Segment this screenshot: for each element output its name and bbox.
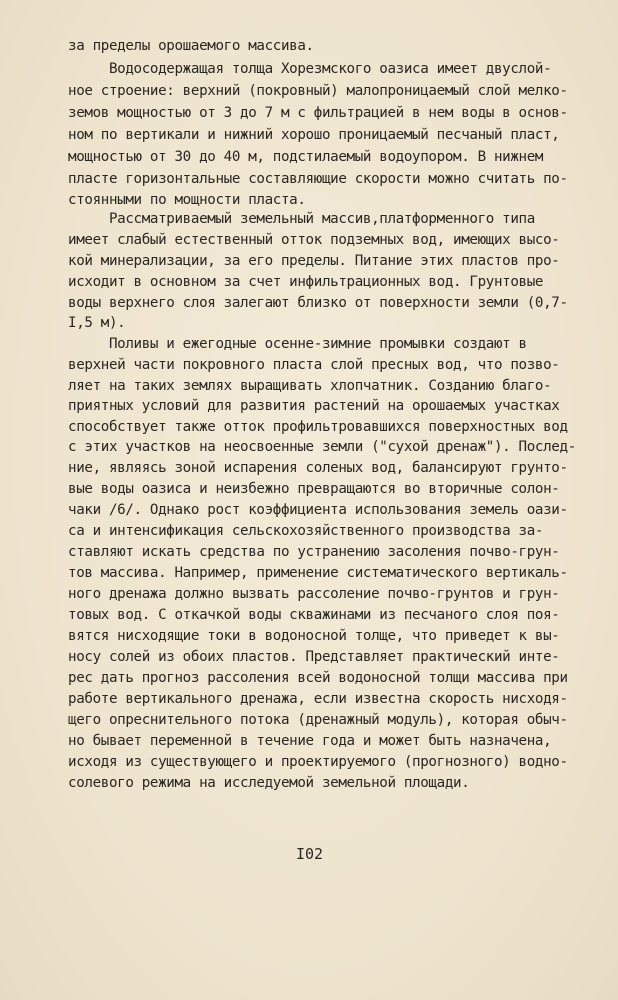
text-line: рес дать прогноз рассоления всей водоносной толщи массива при: [68, 670, 568, 686]
text-line: ном по вертикали и нижний хорошо проницаемый песчаный пласт,: [68, 127, 560, 143]
text-line: щего опреснительного потока (дренажный модуль), которая обыч-: [68, 712, 568, 728]
text-line: ное строение: верхний (покровный) малопроницаемый слой мелко-: [68, 83, 568, 99]
text-line: земов мощностью от 3 до 7 м с фильтрацией в нем воды в основ-: [68, 105, 568, 121]
text-line: Водосодержащая толща Хорезмского оазиса имеет двуслой-: [68, 61, 552, 77]
text-line: Рассматриваемый земельный массив,платформенного типа: [68, 211, 535, 227]
text-line: ляет на таких землях выращивать хлопчатник. Созданию благо-: [68, 378, 552, 394]
text-line: вые воды оазиса и неизбежно превращаются во вторичные солон-: [68, 481, 560, 497]
text-line: ние, являясь зоной испарения соленых вод, балансируют грунто-: [68, 460, 568, 476]
text-line: за пределы орошаемого массива.: [68, 38, 314, 54]
text-line: стоянными по мощности пласта.: [68, 192, 306, 208]
text-line: вятся нисходящие токи в водоносной толще, что приведет к вы-: [68, 628, 560, 644]
text-line: носу солей из обоих пластов. Представляет практический инте-: [68, 649, 560, 665]
text-line: ного дренажа должно вызвать рассоление почво-грунтов и грун-: [68, 586, 560, 602]
text-line: тов массива. Например, применение систематического вертикаль-: [68, 565, 568, 581]
text-line: приятных условий для развития растений на орошаемых участках: [68, 398, 560, 414]
text-line: мощностью от 30 до 40 м, подстилаемый водоупором. В нижнем: [68, 149, 544, 165]
text-line: работе вертикального дренажа, если известна скорость нисходя-: [68, 691, 568, 707]
text-line: ставляют искать средства по устранению засоления почво-грун-: [68, 544, 560, 560]
text-line: чаки /6/. Однако рост коэффициента использования земель оази-: [68, 502, 568, 518]
text-line: верхней части покровного пласта слой пресных вод, что позво-: [68, 357, 560, 373]
text-line: имеет слабый естественный отток подземных вод, имеющих высо-: [68, 232, 560, 248]
text-line: са и интенсификация сельскохозяйственного производства за-: [68, 523, 544, 539]
text-line: но бывает переменной в течение года и может быть назначена,: [68, 733, 552, 749]
text-line: исходя из существующего и проектируемого (прогнозного) водно-: [68, 754, 568, 770]
text-line: Поливы и ежегодные осенне-зимние промывки создают в: [68, 336, 527, 352]
text-line: кой минерализации, за его пределы. Питание этих пластов про-: [68, 253, 560, 269]
page-number: I02: [296, 845, 324, 863]
text-line: воды верхнего слоя залегают близко от поверхности земли (0,7-: [68, 295, 568, 311]
text-line: пласте горизонтальные составляющие скорости можно считать по-: [68, 171, 568, 187]
text-line: исходит в основном за счет инфильтрационных вод. Грунтовые: [68, 274, 544, 290]
text-line: способствует также отток профильтровавшихся поверхностных вод: [68, 419, 568, 435]
text-line: товых вод. С откачкой воды скважинами из песчаного слоя поя-: [68, 607, 560, 623]
text-line: I,5 м).: [68, 315, 126, 331]
text-line: с этих участков на неосвоенные земли ("сухой дренаж"). Послед-: [68, 439, 576, 455]
text-line: солевого режима на исследуемой земельной площади.: [68, 775, 470, 791]
